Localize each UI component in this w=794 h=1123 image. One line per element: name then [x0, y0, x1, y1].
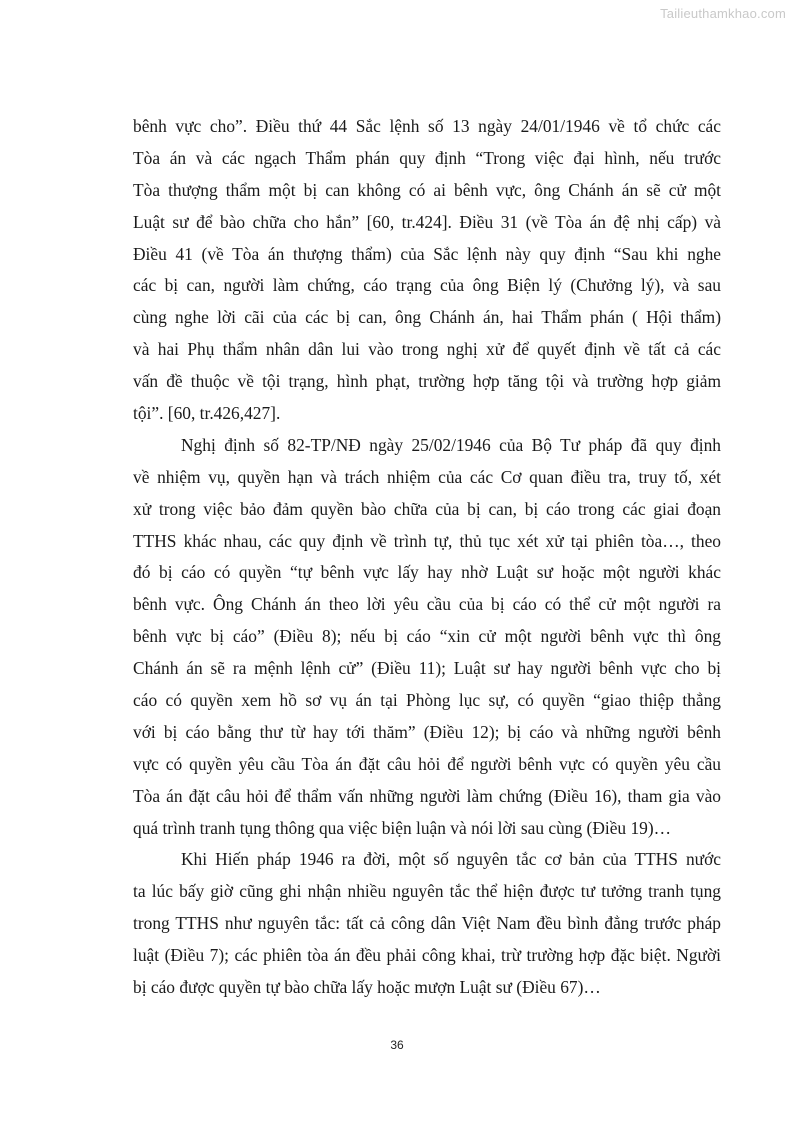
- paragraph: [133, 844, 721, 1003]
- text-line: bị cáo được quyền tự bào chữa lấy hoặc mượn Luật sư (Điều 67)…: [133, 977, 601, 998]
- text-line: luật (Điều 7); các phiên tòa án đều phải công khai, trừ trường hợp đặc biệt. Người: [133, 945, 721, 966]
- text-line: đó bị cáo có quyền “tự bênh vực lấy hay nhờ Luật sư hoặc một người khác: [133, 562, 721, 583]
- text-line: Nghị định số 82-TP/NĐ ngày 25/02/1946 của Bộ Tư pháp đã quy định: [181, 434, 721, 455]
- text-line: bênh vực cho”. Điều thứ 44 Sắc lệnh số 13 ngày 24/01/1946 về tổ chức các: [133, 116, 721, 136]
- text-line: cáo có quyền xem hồ sơ vụ án tại Phòng lục sự, có quyền “giao thiệp thẳng: [133, 690, 721, 711]
- text-line: các bị can, người làm chứng, cáo trạng của ông Biện lý (Chưởng lý), và sau: [133, 275, 721, 296]
- text-line: với bị cáo bằng thư từ hay tới thăm” (Điều 12); bị cáo và những người bênh: [133, 721, 721, 742]
- text-line: vực có quyền yêu cầu Tòa án đặt câu hỏi để người bênh vực có quyền yêu cầu: [133, 753, 721, 774]
- text-line: trong TTHS như nguyên tắc: tất cả công dân Việt Nam đều bình đẳng trước pháp: [133, 913, 721, 934]
- text-line: Luật sư để bào chữa cho hắn” [60, tr.424]. Điều 31 (về Tòa án đệ nhị cấp) và: [133, 211, 721, 232]
- text-line: vấn đề thuộc về tội trạng, hình phạt, trường hợp tăng tội và trường hợp giảm: [133, 371, 721, 392]
- text-line: ta lúc bấy giờ cũng ghi nhận nhiều nguyên tắc thể hiện được tư tưởng tranh tụng: [133, 881, 721, 902]
- text-line: về nhiệm vụ, quyền hạn và trách nhiệm của các Cơ quan điều tra, truy tố, xét: [133, 466, 721, 487]
- text-line: Tòa án đặt câu hỏi để thẩm vấn những người làm chứng (Điều 16), tham gia vào: [133, 785, 721, 806]
- text-line: xử trong việc bảo đảm quyền bào chữa của bị can, bị cáo trong các giai đoạn: [133, 498, 721, 519]
- text-line: Tòa án và các ngạch Thẩm phán quy định “Trong việc đại hình, nếu trước: [133, 147, 721, 168]
- text-line: TTHS khác nhau, các quy định về trình tự, thủ tục xét xử tại phiên tòa…, theo: [133, 530, 721, 551]
- text-line: Khi Hiến pháp 1946 ra đời, một số nguyên tắc cơ bản của TTHS nước: [181, 849, 721, 870]
- text-line: quá trình tranh tụng thông qua việc biện luận và nói lời sau cùng (Điều 19)…: [133, 817, 672, 838]
- watermark-text: Tailieuthamkhao.com: [660, 6, 786, 21]
- page-number: 36: [390, 1038, 404, 1052]
- text-line: bênh vực. Ông Chánh án theo lời yêu cầu của bị cáo có thể cử một người ra: [133, 594, 721, 615]
- text-line: Tòa thượng thẩm một bị can không có ai bênh vực, ông Chánh án sẽ cử một: [133, 179, 721, 200]
- text-line: và hai Phụ thẩm nhân dân lui vào trong nghị xử để quyết định về tất cả các: [133, 339, 721, 360]
- paragraph: [133, 430, 721, 845]
- text-line: cùng nghe lời cãi của các bị can, ông Chánh án, hai Thẩm phán ( Hội thẩm): [133, 307, 721, 328]
- document-body: [133, 111, 721, 1004]
- text-line: Điều 41 (về Tòa án thượng thẩm) của Sắc lệnh này quy định “Sau khi nghe: [133, 243, 721, 264]
- paragraph: [133, 111, 721, 430]
- text-line: tội”. [60, tr.426,427].: [133, 403, 281, 424]
- text-line: bênh vực bị cáo” (Điều 8); nếu bị cáo “xin cử một người bênh vực thì ông: [133, 626, 721, 647]
- text-line: Chánh án sẽ ra mệnh lệnh cử” (Điều 11); Luật sư hay người bênh vực cho bị: [133, 658, 721, 679]
